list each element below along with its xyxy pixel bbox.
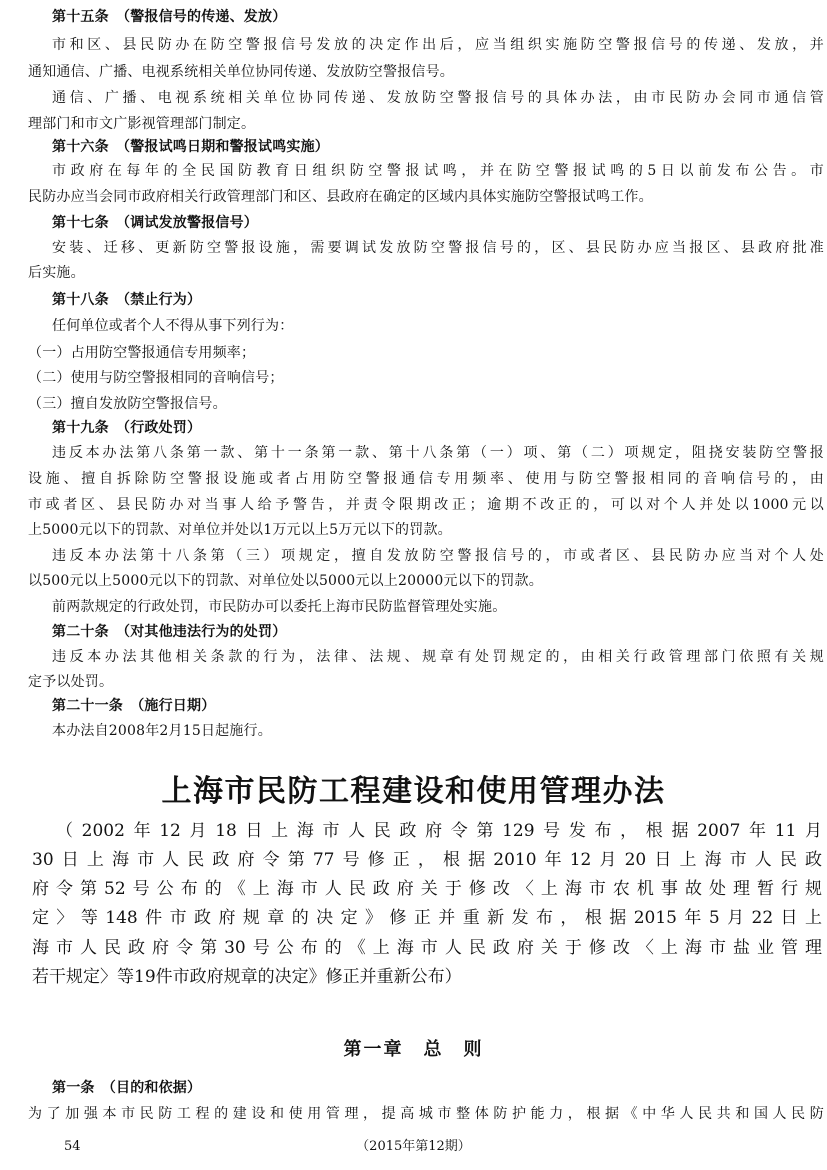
article-17-heading: 第十七条 （调试发放警报信号）: [52, 215, 258, 231]
preamble-line-6: 若干规定〉等19件市政府规章的决定》修正并重新公布）: [32, 967, 462, 987]
article-19-para-3: 前两款规定的行政处罚，市民防办可以委托上海市民防监督管理处实施。: [52, 599, 507, 615]
article-17-para-line-1: 安装、迁移、更新防空警报设施，需要调试发放防空警报信号的，区、县民防办应当报区、县政府批准: [52, 240, 824, 256]
article-21-heading: 第二十一条 （施行日期）: [52, 698, 216, 714]
article-15-para-1-line-1: 市和区、县民防办在防空警报信号发放的决定作出后，应当组织实施防空警报信号的传递、发放，并: [52, 37, 824, 53]
article-1-para-line-1: 为了加强本市民防工程的建设和使用管理，提高城市整体防护能力，根据《中华人民共和国人民防: [28, 1106, 824, 1122]
preamble-line-5: 海市人民政府令第30号公布的《上海市人民政府关于修改〈上海市盐业管理: [32, 938, 822, 958]
article-18-item-3: （三）擅自发放防空警报信号。: [28, 396, 227, 412]
article-18-intro: 任何单位或者个人不得从事下列行为：: [52, 318, 294, 334]
article-15-para-2-line-2: 理部门和市文广影视管理部门制定。: [28, 116, 256, 132]
page-number: 54: [64, 1139, 81, 1154]
article-19-para-1-line-3: 市或者区、县民防办对当事人给予警告，并责令限期改正；逾期不改正的，可以对个人并处以1000元以: [28, 497, 824, 513]
article-20-heading: 第二十条 （对其他违法行为的处罚）: [52, 624, 287, 640]
preamble-line-2: 30日上海市人民政府令第77号修正，根据2010年12月20日上海市人民政: [32, 850, 822, 870]
article-16-heading: 第十六条 （警报试鸣日期和警报试鸣实施）: [52, 139, 329, 155]
article-18-item-1: （一）占用防空警报通信专用频率；: [28, 345, 256, 361]
regulation-title: 上海市民防工程建设和使用管理办法: [161, 774, 666, 809]
article-15-para-2-line-1: 通信、广播、电视系统相关单位协同传递、发放防空警报信号的具体办法，由市民防办会同市通信管: [52, 90, 824, 106]
article-1-heading: 第一条 （目的和依据）: [52, 1080, 202, 1096]
article-16-para-line-2: 民防办应当会同市政府相关行政管理部门和区、县政府在确定的区域内具体实施防空警报试鸣工作。: [28, 189, 653, 205]
issue-label: （2015年第12期）: [356, 1139, 471, 1154]
chapter-heading: 第一章 总 则: [343, 1039, 484, 1060]
preamble-line-3: 府令第52号公布的《上海市人民政府关于修改〈上海市农机事故处理暂行规: [32, 879, 822, 899]
preamble-line-4: 定〉等148件市政府规章的决定》修正并重新发布，根据2015年5月22日上: [32, 908, 822, 928]
article-19-para-1-line-2: 设施、擅自拆除防空警报设施或者占用防空警报通信专用频率、使用与防空警报相同的音响信号的，由: [28, 471, 824, 487]
article-21-para: 本办法自2008年2月15日起施行。: [52, 723, 272, 739]
article-17-para-line-2: 后实施。: [28, 265, 85, 281]
article-20-para-line-2: 定予以处罚。: [28, 674, 114, 690]
article-19-para-2-line-2: 以500元以上5000元以下的罚款、对单位处以5000元以上20000元以下的罚款。: [28, 573, 543, 589]
article-18-heading: 第十八条 （禁止行为）: [52, 292, 202, 308]
article-18-item-2: （二）使用与防空警报相同的音响信号；: [28, 370, 284, 386]
article-19-para-1-line-1: 违反本办法第八条第一款、第十一条第一款、第十八条第（一）项、第（二）项规定，阻挠安装防空警报: [52, 445, 824, 461]
article-16-para-line-1: 市政府在每年的全民国防教育日组织防空警报试鸣，并在防空警报试鸣的5日以前发布公告。市: [52, 163, 824, 179]
article-19-para-2-line-1: 违反本办法第十八条第（三）项规定，擅自发放防空警报信号的，市或者区、县民防办应当对个人处: [52, 548, 824, 564]
article-20-para-line-1: 违反本办法其他相关条款的行为，法律、法规、规章有处罚规定的，由相关行政管理部门依照有关规: [52, 649, 824, 665]
preamble-line-1: （2002年12月18日上海市人民政府令第129号发布，根据2007年11月: [56, 821, 822, 841]
article-15-para-1-line-2: 通知通信、广播、电视系统相关单位协同传递、发放防空警报信号。: [28, 64, 454, 80]
article-19-para-1-line-4: 上5000元以下的罚款、对单位并处以1万元以上5万元以下的罚款。: [28, 522, 452, 538]
article-19-heading: 第十九条 （行政处罚）: [52, 420, 202, 436]
article-15-heading: 第十五条 （警报信号的传递、发放）: [52, 9, 287, 25]
